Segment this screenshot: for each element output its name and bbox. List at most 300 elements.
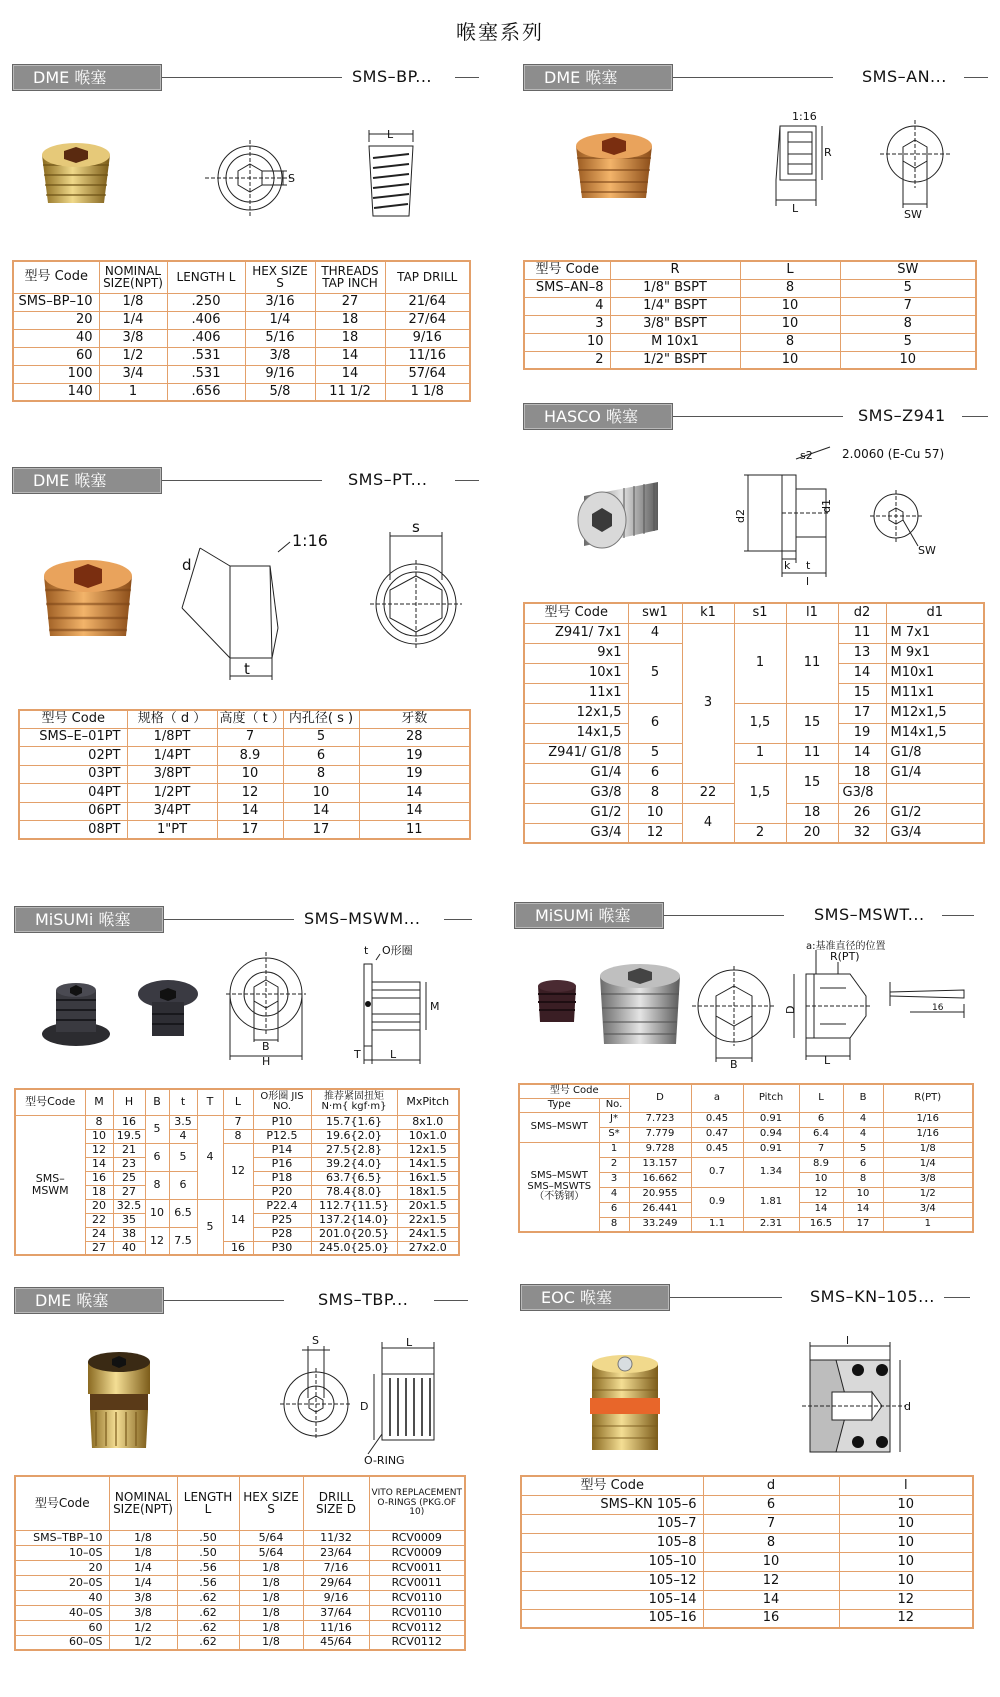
table-header: 型号 Code (524, 603, 628, 623)
table-header: L (799, 1084, 843, 1112)
table-cell: 1/4 (245, 311, 315, 329)
table-cell: 3/8 (99, 329, 167, 347)
table-cell: 27/64 (385, 311, 470, 329)
table-cell: 3/8 (245, 347, 315, 365)
table-cell: 14 (315, 365, 385, 383)
table-cell: 4 (843, 1127, 883, 1142)
table-cell: 8.9 (799, 1157, 843, 1172)
z941-end-view-drawing (866, 488, 942, 568)
plug-photo-mswt (530, 960, 690, 1056)
table-cell: 27 (315, 293, 385, 311)
table-cell: G3/8 (838, 783, 886, 803)
table-cell: 10 (703, 1552, 839, 1571)
table-row (524, 279, 976, 297)
table-header: Type (519, 1098, 599, 1112)
dim-label: H (262, 1055, 271, 1068)
table-cell: 10 (740, 297, 840, 315)
plug-photo-tbp (80, 1346, 158, 1456)
table-header: No. (599, 1098, 629, 1112)
table-cell: 24x1.5 (397, 1227, 459, 1241)
table-row (13, 311, 470, 329)
table-row (521, 1533, 973, 1552)
table-cell: 14 (703, 1590, 839, 1609)
table-cell: 10 (217, 765, 283, 784)
table-cell: 7.5 (169, 1227, 197, 1255)
table-cell: 3/8PT (127, 765, 217, 784)
divider (162, 77, 342, 78)
table-row (15, 1575, 465, 1590)
table-cell: 16 (703, 1609, 839, 1628)
table-cell: 1/8 (99, 293, 167, 311)
dim-label: L (792, 202, 799, 215)
table-cell: 8x1.0 (397, 1115, 459, 1129)
dim-label: t (244, 660, 250, 678)
table-cell: 3/4 (99, 365, 167, 383)
table-cell: SMS–MSWT (519, 1112, 599, 1142)
table-header: HEX SIZE S (239, 1476, 303, 1530)
table-cell: 1/8 (239, 1605, 303, 1620)
table-cell: 20x1.5 (397, 1199, 459, 1213)
table-cell: 22 (682, 783, 734, 803)
table-header: 型号Code (15, 1476, 109, 1530)
table-cell: 12 (799, 1187, 843, 1202)
table-header: 牙数 (359, 710, 470, 728)
dim-label: d1 (820, 499, 833, 513)
table-cell: 32.5 (113, 1199, 145, 1213)
table-row (521, 1609, 973, 1628)
table-header: l (839, 1476, 973, 1495)
table-header: LENGTH L (177, 1476, 239, 1530)
table-row (15, 1560, 465, 1575)
table-cell: G3/4 (886, 823, 984, 843)
table-cell: 20–0S (15, 1575, 109, 1590)
table-header: THREADS TAP INCH (315, 261, 385, 293)
table-cell: 9/16 (385, 329, 470, 347)
table-cell: 14 (843, 1202, 883, 1217)
table-cell: 22x1.5 (397, 1213, 459, 1227)
table-cell: 8 (599, 1217, 629, 1232)
table-row (13, 293, 470, 311)
dim-label: 1:16 (292, 531, 328, 550)
plug-photo-z941 (570, 468, 666, 552)
table-cell: 7.779 (629, 1127, 691, 1142)
table-cell: 5 (840, 279, 976, 297)
table-cell: 21/64 (385, 293, 470, 311)
dim-label: l (846, 1334, 850, 1347)
table-cell: 5 (840, 333, 976, 351)
table-cell: M12x1,5 (886, 703, 984, 723)
table-cell: 4 (682, 803, 734, 843)
table-cell: 17 (283, 821, 359, 840)
table-cell: P10 (253, 1115, 311, 1129)
table-cell: 1/4 (99, 311, 167, 329)
mswt-spec-table (518, 1083, 974, 1233)
table-cell: 23/64 (303, 1545, 369, 1560)
table-cell: 8 (283, 765, 359, 784)
table-row (15, 1620, 465, 1635)
table-cell: 18 (786, 803, 838, 823)
table-header: SW (840, 261, 976, 279)
table-cell: .56 (177, 1560, 239, 1575)
table-cell: 4 (628, 623, 682, 643)
table-cell: RCV0011 (369, 1560, 465, 1575)
table-cell: 10 (843, 1187, 883, 1202)
table-cell: 14 (283, 802, 359, 821)
table-cell: 3 (599, 1172, 629, 1187)
plug-photo-bp (36, 133, 116, 213)
kn-spec-table (520, 1475, 974, 1629)
table-cell: 21 (113, 1143, 145, 1157)
table-cell: 6 (799, 1112, 843, 1127)
table-cell: 17 (838, 703, 886, 723)
table-cell: 16 (223, 1241, 253, 1255)
table-cell: .62 (177, 1635, 239, 1650)
table-cell: 18 (838, 763, 886, 783)
table-cell: 19 (838, 723, 886, 743)
divider (164, 919, 294, 920)
mswt-end-view-drawing (690, 966, 780, 1071)
table-cell: 1 (734, 743, 786, 763)
table-cell: SMS–AN–8 (524, 279, 610, 297)
table-header: NOMINAL SIZE(NPT) (99, 261, 167, 293)
table-cell: 1/8 (109, 1530, 177, 1545)
table-header: L (223, 1089, 253, 1115)
table-cell: 45/64 (303, 1635, 369, 1650)
table-row (524, 315, 976, 333)
divider (455, 480, 479, 481)
table-cell: 14x1,5 (524, 723, 628, 743)
section-code-pt: SMS–PT... (348, 470, 428, 489)
table-cell: 18 (315, 311, 385, 329)
table-cell: 1.1 (691, 1217, 743, 1232)
table-cell: 32 (838, 823, 886, 843)
table-cell: G1/4 (886, 763, 984, 783)
table-cell: 38 (113, 1227, 145, 1241)
table-cell: 15 (786, 703, 838, 743)
dim-label: S (288, 172, 295, 185)
table-row (521, 1514, 973, 1533)
table-cell: RCV0009 (369, 1545, 465, 1560)
table-cell: 14 (799, 1202, 843, 1217)
table-cell: 105–8 (521, 1533, 703, 1552)
dim-label: 1:16 (792, 110, 817, 123)
table-cell: 5/8 (245, 383, 315, 401)
tbp-end-view-drawing (276, 1334, 356, 1444)
divider (673, 77, 833, 78)
z941-side-view-drawing (730, 445, 850, 588)
table-cell: 19 (359, 765, 470, 784)
table-row (13, 347, 470, 365)
table-cell: .406 (167, 329, 245, 347)
table-cell: 14 (359, 784, 470, 803)
table-cell: SMS–KN 105–6 (521, 1495, 703, 1514)
table-cell: .531 (167, 365, 245, 383)
table-cell: .50 (177, 1530, 239, 1545)
table-header: l1 (786, 603, 838, 623)
section-header-an: DME 喉塞 (523, 64, 673, 91)
material-note: 2.0060 (E-Cu 57) (842, 447, 945, 461)
table-cell: P14 (253, 1143, 311, 1157)
table-cell: P22.4 (253, 1199, 311, 1213)
table-cell: RCV0011 (369, 1575, 465, 1590)
table-cell: 1/8 (239, 1560, 303, 1575)
divider (944, 1297, 970, 1298)
table-header: B (843, 1084, 883, 1112)
table-cell: 29/64 (303, 1575, 369, 1590)
an-end-view-drawing (880, 118, 950, 221)
table-cell: 5/16 (245, 329, 315, 347)
section-code-an: SMS–AN... (862, 67, 947, 86)
table-header: d (703, 1476, 839, 1495)
table-cell: 18 (85, 1185, 113, 1199)
table-cell: SMS–E–01PT (19, 728, 127, 747)
plug-photo-an (568, 124, 660, 208)
table-row (19, 747, 470, 766)
table-cell: 0.7 (691, 1157, 743, 1187)
table-cell: 27 (113, 1185, 145, 1199)
table-cell: 11 (838, 623, 886, 643)
table-cell: 1/8" BSPT (610, 279, 740, 297)
table-cell: M14x1,5 (886, 723, 984, 743)
table-cell: 37/64 (303, 1605, 369, 1620)
table-cell: 27x2.0 (397, 1241, 459, 1255)
table-cell: 57/64 (385, 365, 470, 383)
table-cell: 201.0{20.5} (311, 1227, 397, 1241)
section-code-bp: SMS–BP... (352, 67, 433, 86)
table-cell: .62 (177, 1590, 239, 1605)
table-header: 内孔径( s ) (283, 710, 359, 728)
dim-label: B (730, 1058, 738, 1071)
table-cell: 26 (838, 803, 886, 823)
table-cell: 10–0S (15, 1545, 109, 1560)
table-cell: 4 (599, 1187, 629, 1202)
table-cell: 0.45 (691, 1142, 743, 1157)
dim-label: SW (918, 544, 936, 557)
table-cell: 10 (740, 351, 840, 369)
table-cell: 06PT (19, 802, 127, 821)
dim-label: t (364, 944, 369, 957)
table-header: 型号 Code (521, 1476, 703, 1495)
table-cell: 0.91 (743, 1142, 799, 1157)
table-cell: SMS–BP–10 (13, 293, 99, 311)
table-cell: .406 (167, 311, 245, 329)
table-cell: 6.4 (799, 1127, 843, 1142)
table-cell: 5 (628, 743, 682, 763)
table-cell: 5/64 (239, 1545, 303, 1560)
pt-side-view-drawing (180, 528, 350, 688)
table-cell: 14 (217, 802, 283, 821)
table-cell: SMS–TBP–10 (15, 1530, 109, 1545)
table-cell: 10 (628, 803, 682, 823)
table-cell: 2 (524, 351, 610, 369)
table-cell: 3/8 (109, 1590, 177, 1605)
table-cell: 1/8 (239, 1635, 303, 1650)
section-header-mswm: MiSUMi 喉塞 (14, 906, 164, 933)
table-row (521, 1571, 973, 1590)
table-cell: 11/16 (303, 1620, 369, 1635)
table-cell: 35 (113, 1213, 145, 1227)
table-cell: 20 (13, 311, 99, 329)
table-cell: P12.5 (253, 1129, 311, 1143)
table-cell: 100 (13, 365, 99, 383)
table-cell: 7.723 (629, 1112, 691, 1127)
table-cell: 1"PT (127, 821, 217, 840)
table-cell: 1/4PT (127, 747, 217, 766)
table-cell: 27.5{2.8} (311, 1143, 397, 1157)
dim-label: d (182, 556, 192, 574)
table-cell: 20 (786, 823, 838, 843)
table-cell: 11 (786, 623, 838, 703)
table-cell: 10 (740, 315, 840, 333)
table-cell: 10 (145, 1199, 169, 1227)
table-cell: 12 (85, 1143, 113, 1157)
table-cell: M 7x1 (886, 623, 984, 643)
dim-label: T (354, 1048, 361, 1061)
table-cell: 105–12 (521, 1571, 703, 1590)
table-cell: 12 (839, 1590, 973, 1609)
table-cell: 1 (734, 623, 786, 703)
table-cell: 4 (843, 1112, 883, 1127)
table-cell: 33.249 (629, 1217, 691, 1232)
dim-label: d2 (734, 509, 747, 523)
dim-label: 16 (932, 1003, 944, 1013)
table-header: 推荐紧固扭矩 N·m{ kgf·m} (311, 1089, 397, 1115)
table-header: L (740, 261, 840, 279)
dim-label: R (824, 146, 832, 159)
table-cell: 105–7 (521, 1514, 703, 1533)
dim-label: O-RING (364, 1454, 405, 1467)
table-cell: 15 (838, 683, 886, 703)
table-cell: 137.2{14.0} (311, 1213, 397, 1227)
table-cell: 1.81 (743, 1187, 799, 1217)
table-cell: 18 (315, 329, 385, 347)
an-spec-table (523, 260, 977, 370)
table-cell: 1 (599, 1142, 629, 1157)
table-cell: 40–0S (15, 1605, 109, 1620)
table-cell: 11/32 (303, 1530, 369, 1545)
table-cell: SMS–MSWT SMS–MSWTS （不锈钢） (519, 1142, 599, 1232)
table-cell: 3 (524, 315, 610, 333)
dim-label: R(PT) (830, 950, 860, 963)
table-cell: 1/4 (109, 1560, 177, 1575)
table-cell: 40 (15, 1590, 109, 1605)
table-cell: 11 1/2 (315, 383, 385, 401)
table-cell: 18x1.5 (397, 1185, 459, 1199)
table-cell: 16 (113, 1115, 145, 1129)
table-cell: 6 (843, 1157, 883, 1172)
table-cell: 6 (283, 747, 359, 766)
table-cell: P16 (253, 1157, 311, 1171)
table-cell: P25 (253, 1213, 311, 1227)
table-header: MxPitch (397, 1089, 459, 1115)
mswm-spec-table (14, 1088, 460, 1256)
divider (455, 77, 479, 78)
table-cell: M10x1 (886, 663, 984, 683)
table-cell: 15.7{1.6} (311, 1115, 397, 1129)
table-cell: 1/2 (109, 1635, 177, 1650)
table-cell: .56 (177, 1575, 239, 1590)
tbp-side-view-drawing (346, 1334, 456, 1467)
table-row (15, 1635, 465, 1650)
table-header: O形圈 JIS NO. (253, 1089, 311, 1115)
dim-label: B (262, 1040, 270, 1053)
table-cell: G3/4 (524, 823, 628, 843)
dim-label: k (784, 559, 791, 572)
plug-photo-mswm (40, 972, 210, 1052)
table-cell: 9/16 (303, 1590, 369, 1605)
table-row (13, 329, 470, 347)
table-row (524, 351, 976, 369)
reference-note: a:基准直径的位置 (806, 941, 886, 952)
table-cell: .250 (167, 293, 245, 311)
dim-label: s (412, 518, 420, 536)
table-cell: P20 (253, 1185, 311, 1199)
table-header: TAP DRILL (385, 261, 470, 293)
table-cell: 8 (703, 1533, 839, 1552)
page-title: 喉塞系列 (456, 20, 544, 44)
table-cell: 0.91 (743, 1112, 799, 1127)
table-header: HEX SIZE S (245, 261, 315, 293)
table-cell: 15 (786, 763, 838, 803)
table-cell: 78.4{8.0} (311, 1185, 397, 1199)
table-cell: 245.0{25.0} (311, 1241, 397, 1255)
table-cell: 1.34 (743, 1157, 799, 1187)
table-cell: 1/2 (883, 1187, 973, 1202)
table-row (521, 1552, 973, 1571)
table-cell: 8 (223, 1129, 253, 1143)
mswt-taper-gauge-drawing (884, 976, 974, 1026)
table-header: t (169, 1089, 197, 1115)
table-cell: J* (599, 1112, 629, 1127)
table-header: NOMINAL SIZE(NPT) (109, 1476, 177, 1530)
dim-label: S (312, 1334, 319, 1347)
table-cell: 1/8 (883, 1142, 973, 1157)
table-cell: 10x1 (524, 663, 628, 683)
table-cell: 1 (99, 383, 167, 401)
table-cell: 9x1 (524, 643, 628, 663)
table-row (15, 1605, 465, 1620)
table-cell: 3/8 (883, 1172, 973, 1187)
table-cell: 112.7{11.5} (311, 1199, 397, 1213)
table-cell: 20.955 (629, 1187, 691, 1202)
table-row (521, 1495, 973, 1514)
table-row (15, 1590, 465, 1605)
table-cell: 0.47 (691, 1127, 743, 1142)
section-header-pt: DME 喉塞 (12, 467, 162, 494)
table-cell: 19 (359, 747, 470, 766)
section-code-z941: SMS–Z941 (858, 406, 946, 425)
table-row (19, 821, 470, 840)
section-header-z941: HASCO 喉塞 (523, 403, 673, 430)
dim-label: SW (904, 208, 922, 221)
table-cell: 6 (628, 763, 682, 783)
table-cell: 14 (223, 1199, 253, 1241)
table-cell: 105–16 (521, 1609, 703, 1628)
dim-label: O形圈 (382, 944, 413, 957)
table-cell: 5/64 (239, 1530, 303, 1545)
table-cell: 17 (217, 821, 283, 840)
table-cell: P30 (253, 1241, 311, 1255)
table-row (19, 765, 470, 784)
table-cell: 1,5 (734, 763, 786, 823)
table-header: LENGTH L (167, 261, 245, 293)
table-cell: 10 (799, 1172, 843, 1187)
table-cell: 12 (223, 1143, 253, 1199)
table-header: 型号 Code (13, 261, 99, 293)
table-cell: 12 (145, 1227, 169, 1255)
table-cell: 11 (359, 821, 470, 840)
table-cell: 10 (839, 1533, 973, 1552)
